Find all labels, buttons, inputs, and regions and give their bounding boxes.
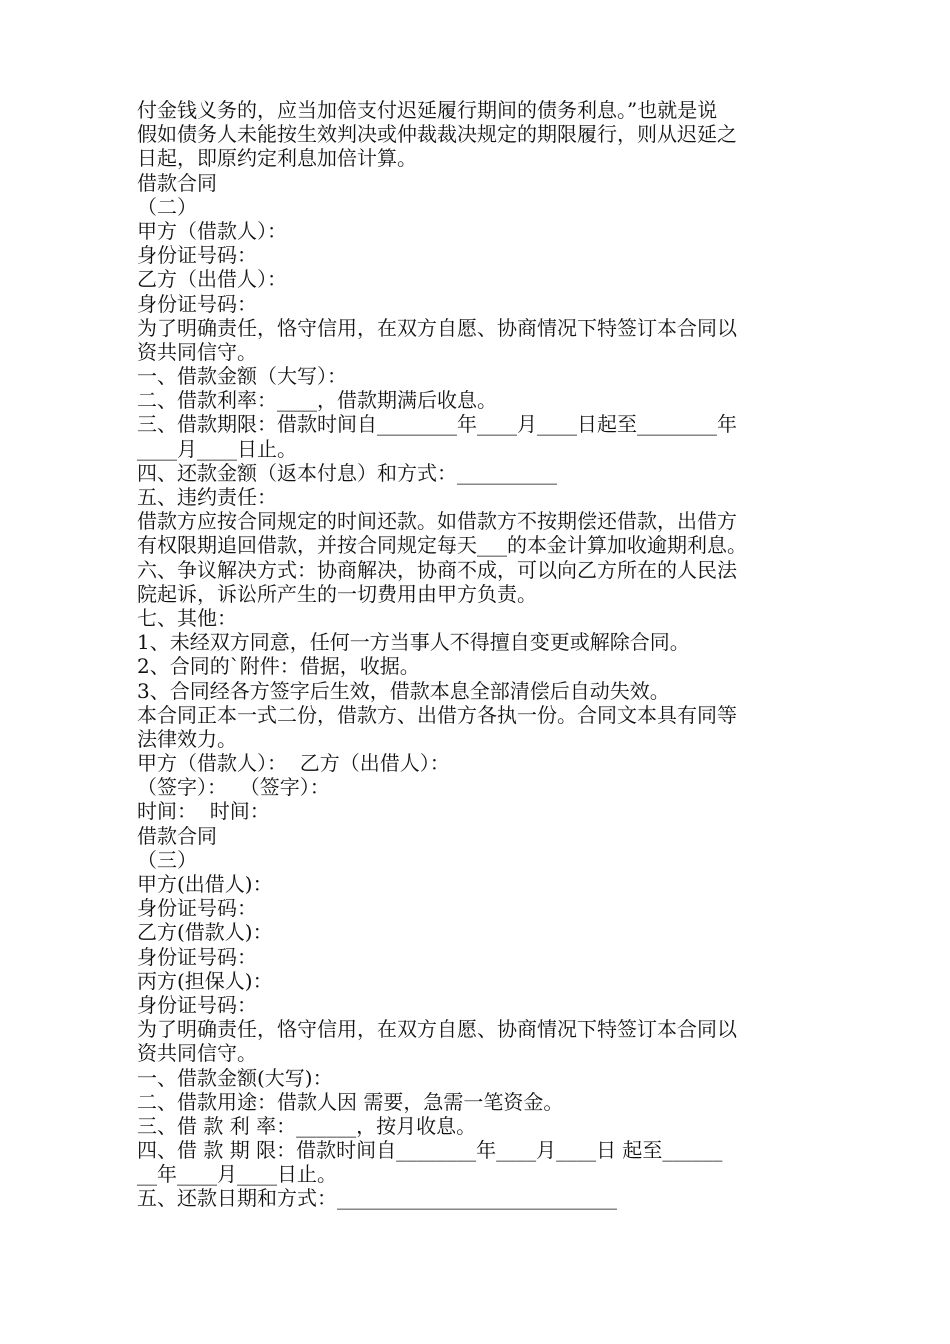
text-line: 为了明确责任，恪守信用，在双方自愿、协商情况下特签订本合同以: [137, 315, 737, 340]
party-b-label: 乙方(借款人)：: [137, 920, 273, 945]
clause-line: 四、借 款 期 限：借款时间自________年____月____日 起至______: [137, 1138, 723, 1163]
party-c-label: 丙方(担保人)：: [137, 968, 273, 993]
clause-line: 3、合同经各方签字后生效，借款本息全部清偿后自动失效。: [137, 678, 670, 703]
party-a-label: 甲方（借款人）：: [137, 218, 287, 243]
text-line: 付金钱义务的，应当加倍支付迟延履行期间的债务利息。”也就是说: [137, 98, 718, 122]
clause-line: ____月____日止。: [137, 436, 297, 461]
text-line: 资共同信守。: [137, 1041, 257, 1066]
document-page: [137, 98, 817, 1211]
text-line: 资共同信守。: [137, 339, 257, 364]
text-line: 有权限期追回借款，并按合同规定每天___的本金计算加收逾期利息。: [137, 533, 747, 558]
clause-line: 一、借款金额(大写)：: [137, 1065, 333, 1090]
section-title: 借款合同: [137, 823, 217, 848]
clause-line: 七、其他：: [137, 605, 237, 630]
section-number: （三）: [137, 847, 197, 872]
id-number-label: 身份证号码：: [137, 992, 257, 1017]
clause-line: 三、借款期限：借款时间自________年____月____日起至________年: [137, 412, 737, 437]
text-line: 借款方应按合同规定的时间还款。如借款方不按期偿还借款，出借方: [137, 509, 737, 534]
text-line: 法律效力。: [137, 726, 237, 751]
text-line: 本合同正本一式二份，借款方、出借方各执一份。合同文本具有同等: [137, 702, 737, 727]
clause-line: 四、还款金额（返本付息）和方式：__________: [137, 460, 557, 485]
clause-line: 一、借款金额（大写）：: [137, 364, 347, 389]
id-number-label: 身份证号码：: [137, 896, 257, 921]
party-b-label: 乙方（出借人）：: [137, 267, 287, 292]
clause-line: 三、借 款 利 率：______，按月收息。: [137, 1113, 477, 1138]
text-line: 假如债务人未能按生效判决或仲裁裁决规定的期限履行，则从迟延之: [137, 122, 737, 147]
clause-line: 二、借款利率：____，借款期满后收息。: [137, 388, 497, 413]
text-line: 日起，即原约定利息加倍计算。: [137, 146, 417, 171]
section-number: （二）: [137, 194, 197, 219]
clause-line: 2、合同的`附件：借据，收据。: [137, 654, 420, 679]
text-line: 为了明确责任，恪守信用，在双方自愿、协商情况下特签订本合同以: [137, 1017, 737, 1042]
signature-labels: （签字）： （签字）：: [137, 775, 330, 800]
signature-time: 时间： 时间：: [137, 799, 270, 824]
id-number-label: 身份证号码：: [137, 944, 257, 969]
clause-line: 1、未经双方同意，任何一方当事人不得擅自变更或解除合同。: [137, 630, 690, 655]
clause-line: __年____月____日止。: [137, 1162, 337, 1187]
signature-parties: 甲方（借款人）： 乙方（出借人）：: [137, 751, 450, 776]
text-line: 院起诉，诉讼所产生的一切费用由甲方负责。: [137, 581, 537, 606]
id-number-label: 身份证号码：: [137, 291, 257, 316]
clause-line: 五、还款日期和方式：____________________________: [137, 1186, 617, 1211]
clause-line: 五、违约责任：: [137, 485, 277, 509]
clause-line: 六、争议解决方式：协商解决，协商不成，可以向乙方所在的人民法: [137, 557, 737, 582]
clause-line: 二、借款用途：借款人因 需要，急需一笔资金。: [137, 1089, 564, 1114]
section-title: 借款合同: [137, 170, 217, 195]
party-a-label: 甲方(出借人)：: [137, 872, 273, 896]
id-number-label: 身份证号码：: [137, 243, 257, 268]
